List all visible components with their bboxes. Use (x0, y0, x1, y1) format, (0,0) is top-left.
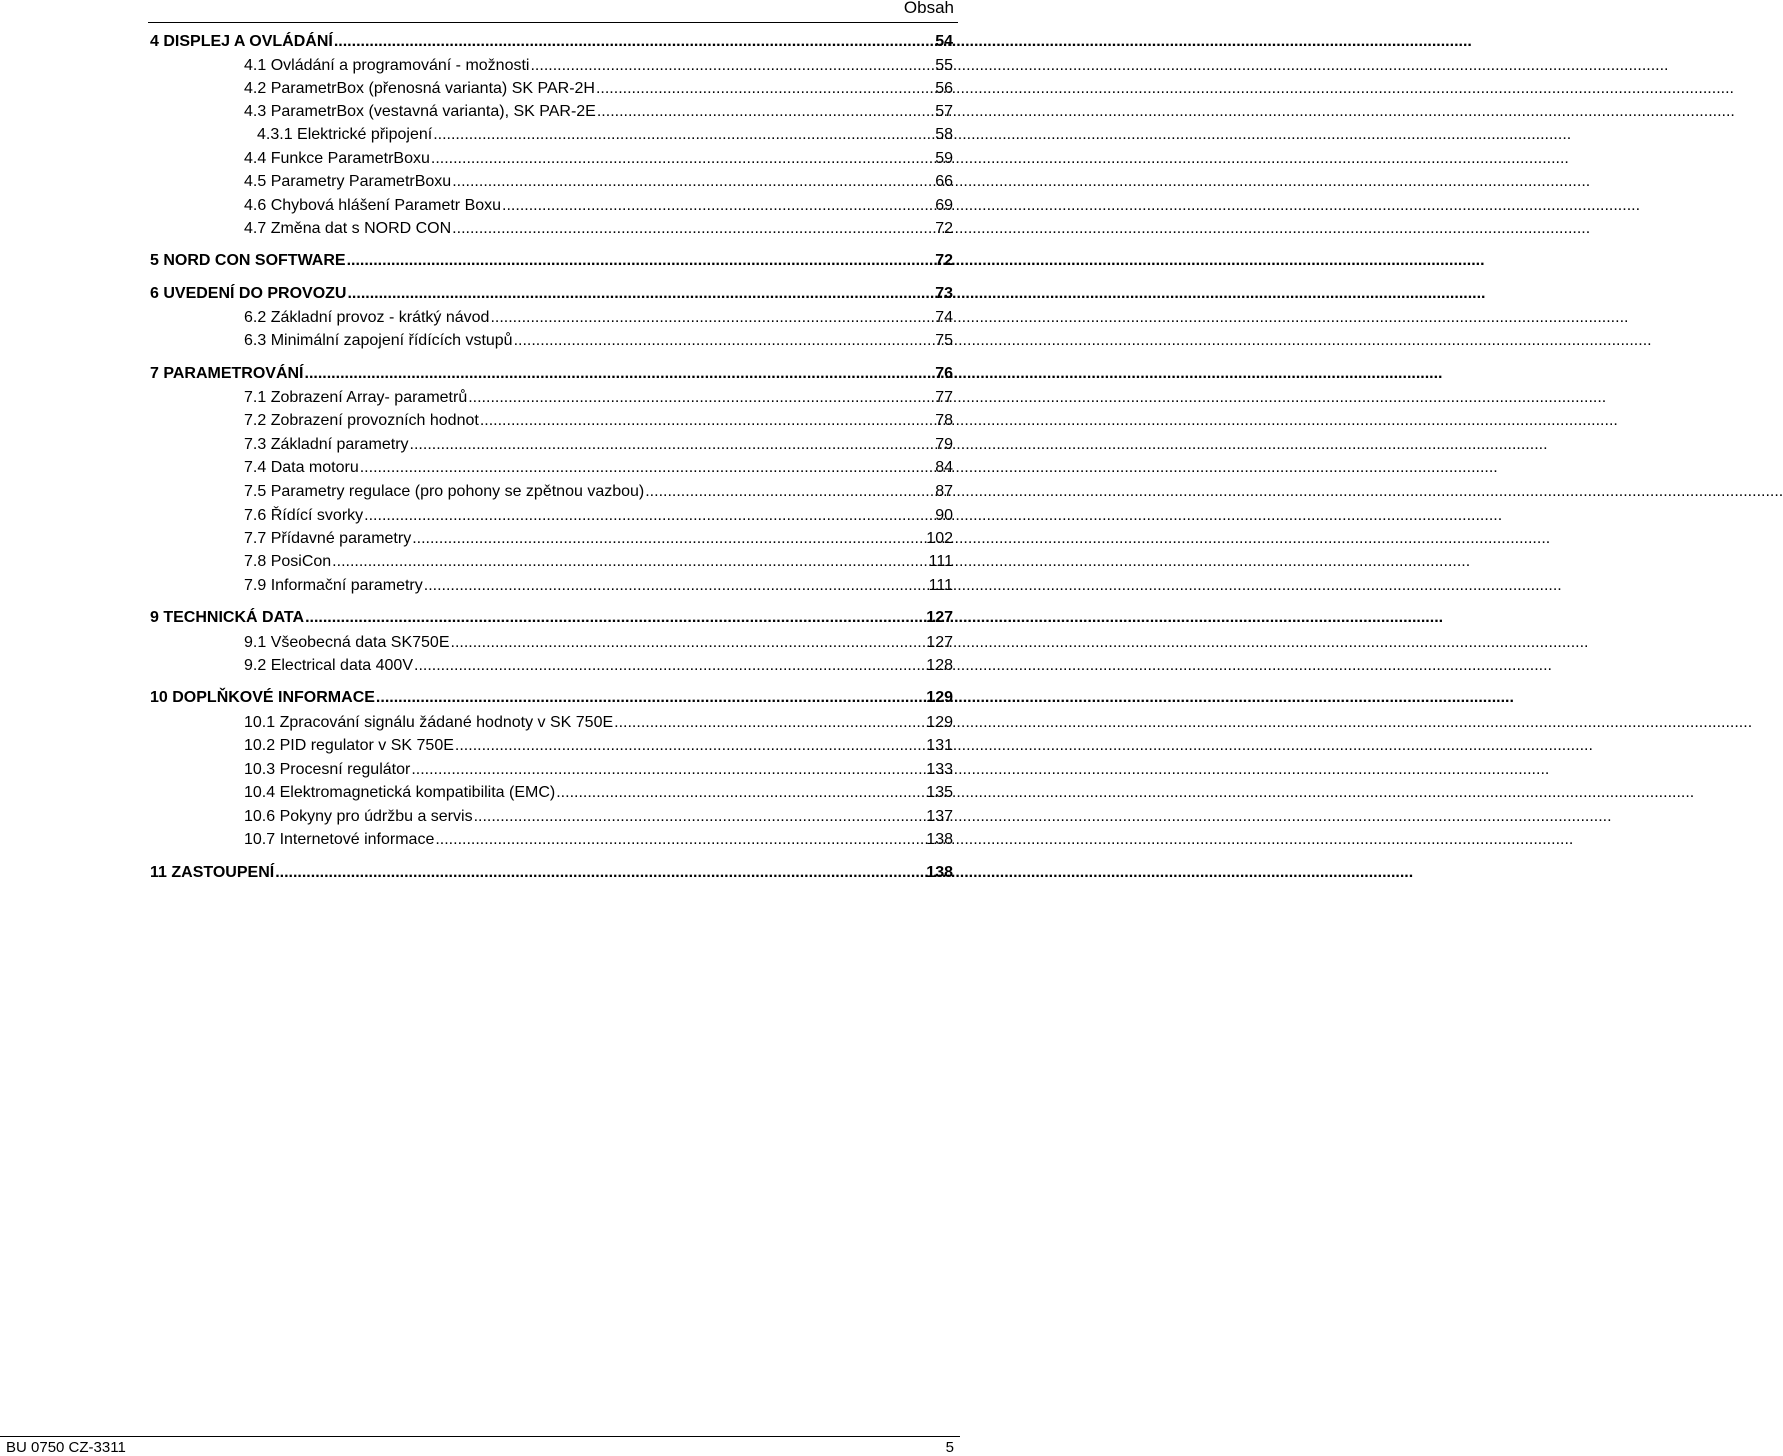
toc-entry-page: 102 (926, 530, 953, 547)
toc-entry-title: 7.2 Zobrazení provozních hodnot (244, 412, 479, 429)
toc-leader-dots (452, 173, 934, 191)
toc-leader-dots (334, 33, 934, 51)
toc-subsection-entry[interactable] (257, 126, 953, 148)
toc-leader-dots (502, 197, 934, 215)
toc-entry-page: 76 (935, 365, 953, 382)
toc-leader-dots (411, 761, 925, 779)
toc-leader-dots (614, 714, 925, 732)
toc-entry-page: 127 (926, 609, 953, 626)
toc-entry-page: 74 (935, 309, 953, 326)
toc-entry-title: 10.7 Internetové informace (244, 831, 435, 848)
toc-section-entry[interactable] (244, 459, 953, 481)
toc-leader-dots (645, 483, 934, 501)
toc-entry-page: 138 (926, 831, 953, 848)
toc-entry-title: 4.6 Chybová hlášení Parametr Boxu (244, 197, 502, 214)
toc-entry-title: 7 PARAMETROVÁNÍ (150, 365, 304, 382)
toc-section-entry[interactable] (244, 173, 953, 195)
toc-leader-dots (514, 332, 935, 350)
toc-entry-page: 72 (935, 220, 953, 237)
toc-entry-page: 138 (926, 864, 953, 881)
toc-entry-page: 58 (935, 126, 953, 143)
toc-section-entry[interactable] (244, 657, 953, 679)
toc-entry-page: 56 (935, 80, 953, 97)
toc-entry-title: 4 DISPLEJ A OVLÁDÁNÍ (150, 33, 333, 50)
toc-leader-dots (480, 412, 934, 430)
toc-entry-page: 69 (935, 197, 953, 214)
toc-leader-dots (474, 808, 926, 826)
toc-entry-page: 72 (935, 252, 953, 269)
toc-entry-title: 4.2 ParametrBox (přenosná varianta) SK PAR-2H (244, 80, 595, 97)
toc-entry-page: 73 (935, 285, 953, 302)
toc-entry-title: 7.8 PosiCon (244, 553, 332, 570)
toc-leader-dots (332, 553, 928, 571)
toc-leader-dots (275, 864, 925, 882)
toc-entry-title: 4.5 Parametry ParametrBoxu (244, 173, 452, 190)
toc-leader-dots (424, 577, 928, 595)
toc-chapter-entry[interactable] (150, 689, 953, 711)
toc-section-entry[interactable] (244, 389, 953, 411)
toc-leader-dots (412, 530, 925, 548)
toc-leader-dots (360, 459, 934, 477)
toc-leader-dots (455, 737, 925, 755)
toc-section-entry[interactable] (244, 309, 953, 331)
toc-entry-page: 79 (935, 436, 953, 453)
header-rule (148, 22, 958, 23)
toc-leader-dots (596, 80, 934, 98)
toc-section-entry[interactable] (244, 530, 953, 552)
toc-section-entry[interactable] (244, 808, 953, 830)
toc-entry-title: 7.9 Informační parametry (244, 577, 423, 594)
toc-leader-dots (556, 784, 925, 802)
toc-entry-title: 9.1 Všeobecná data SK750E (244, 634, 450, 651)
toc-entry-page: 54 (935, 33, 953, 50)
toc-entry-page: 66 (935, 173, 953, 190)
toc-entry-title: 6.3 Minimální zapojení řídících vstupů (244, 332, 513, 349)
toc-entry-title: 10 DOPLŇKOVÉ INFORMACE (150, 689, 375, 706)
toc-chapter-entry[interactable] (150, 285, 953, 307)
toc-section-entry[interactable] (244, 553, 953, 575)
toc-entry-page: 129 (926, 714, 953, 731)
toc-section-entry[interactable] (244, 737, 953, 759)
toc-entry-page: 77 (935, 389, 953, 406)
toc-section-entry[interactable] (244, 714, 953, 736)
toc-entry-title: 6 UVEDENÍ DO PROVOZU (150, 285, 347, 302)
toc-leader-dots (431, 150, 934, 168)
toc-section-entry[interactable] (244, 80, 953, 102)
toc-leader-dots (452, 220, 934, 238)
toc-section-entry[interactable] (244, 483, 953, 505)
document-code: BU 0750 CZ-3311 (6, 1439, 126, 1456)
toc-entry-page: 129 (926, 689, 953, 706)
toc-entry-title: 7.4 Data motoru (244, 459, 359, 476)
toc-leader-dots (530, 57, 934, 75)
toc-section-entry[interactable] (244, 103, 953, 125)
toc-section-entry[interactable] (244, 332, 953, 354)
toc-entry-page: 131 (926, 737, 953, 754)
toc-chapter-entry[interactable] (150, 365, 953, 387)
toc-entry-title: 9 TECHNICKÁ DATA (150, 609, 305, 626)
toc-section-entry[interactable] (244, 220, 953, 242)
toc-entry-title: 4.4 Funkce ParametrBoxu (244, 150, 430, 167)
toc-entry-title: 7.1 Zobrazení Array- parametrů (244, 389, 468, 406)
toc-entry-page: 59 (935, 150, 953, 167)
toc-leader-dots (305, 609, 925, 627)
toc-entry-title: 11 ZASTOUPENÍ (150, 864, 275, 881)
page-number: 5 (945, 1439, 954, 1456)
toc-entry-title: 7.7 Přídavné parametry (244, 530, 412, 547)
footer-rule (0, 1436, 960, 1437)
toc-entry-page: 57 (935, 103, 953, 120)
toc-entry-title: 4.3 ParametrBox (vestavná varianta), SK PAR-2E (244, 103, 596, 120)
toc-chapter-entry[interactable] (150, 33, 953, 55)
toc-entry-title: 10.3 Procesní regulátor (244, 761, 411, 778)
toc-entry-title: 5 NORD CON SOFTWARE (150, 252, 346, 269)
toc-entry-page: 75 (935, 332, 953, 349)
toc-leader-dots (347, 285, 934, 303)
toc-section-entry[interactable] (244, 507, 953, 529)
toc-section-entry[interactable] (244, 761, 953, 783)
toc-entry-title: 4.7 Změna dat s NORD CON (244, 220, 452, 237)
toc-entry-title: 4.3.1 Elektrické připojení (257, 126, 433, 143)
toc-section-entry[interactable] (244, 784, 953, 806)
toc-entry-title: 10.4 Elektromagnetická kompatibilita (EMC) (244, 784, 556, 801)
toc-section-entry[interactable] (244, 197, 953, 219)
toc-entry-title: 7.3 Základní parametry (244, 436, 409, 453)
toc-leader-dots (410, 436, 935, 454)
toc-leader-dots (435, 831, 925, 849)
toc-entry-page: 135 (926, 784, 953, 801)
toc-leader-dots (376, 689, 925, 707)
toc-leader-dots (468, 389, 934, 407)
toc-leader-dots (451, 634, 926, 652)
toc-section-entry[interactable] (244, 577, 953, 599)
toc-entry-title: 7.6 Řídící svorky (244, 507, 364, 524)
toc-chapter-entry[interactable] (150, 864, 953, 886)
toc-leader-dots (414, 657, 925, 675)
toc-entry-title: 4.1 Ovládání a programování - možnosti (244, 57, 530, 74)
toc-entry-title: 10.2 PID regulator v SK 750E (244, 737, 454, 754)
toc-section-entry[interactable] (244, 412, 953, 434)
toc-chapter-entry[interactable] (150, 252, 953, 274)
toc-section-entry[interactable] (244, 634, 953, 656)
toc-chapter-entry[interactable] (150, 609, 953, 631)
toc-leader-dots (490, 309, 934, 327)
toc-entry-title: 9.2 Electrical data 400V (244, 657, 413, 674)
toc-entry-page: 137 (926, 808, 953, 825)
toc-section-entry[interactable] (244, 436, 953, 458)
toc-leader-dots (347, 252, 935, 270)
section-title: Obsah (903, 0, 954, 17)
toc-entry-title: 10.1 Zpracování signálu žádané hodnoty v SK 750E (244, 714, 614, 731)
toc-entry-page: 87 (935, 483, 953, 500)
toc-entry-page: 90 (935, 507, 953, 524)
toc-entry-page: 55 (935, 57, 953, 74)
toc-entry-page: 128 (926, 657, 953, 674)
toc-entry-page: 111 (928, 553, 953, 570)
toc-entry-page: 133 (926, 761, 953, 778)
toc-leader-dots (305, 365, 935, 383)
toc-entry-page: 127 (926, 634, 953, 651)
toc-entry-page: 84 (935, 459, 953, 476)
toc-section-entry[interactable] (244, 831, 953, 853)
toc-entry-title: 6.2 Základní provoz - krátký návod (244, 309, 490, 326)
toc-entry-title: 10.6 Pokyny pro údržbu a servis (244, 808, 473, 825)
toc-leader-dots (597, 103, 934, 121)
toc-leader-dots (364, 507, 934, 525)
toc-section-entry[interactable] (244, 150, 953, 172)
toc-leader-dots (433, 126, 934, 144)
toc-entry-page: 111 (928, 577, 953, 594)
toc-section-entry[interactable] (244, 57, 953, 79)
toc-entry-title: 7.5 Parametry regulace (pro pohony se zpětnou vazbou) (244, 483, 645, 500)
toc-entry-page: 78 (935, 412, 953, 429)
